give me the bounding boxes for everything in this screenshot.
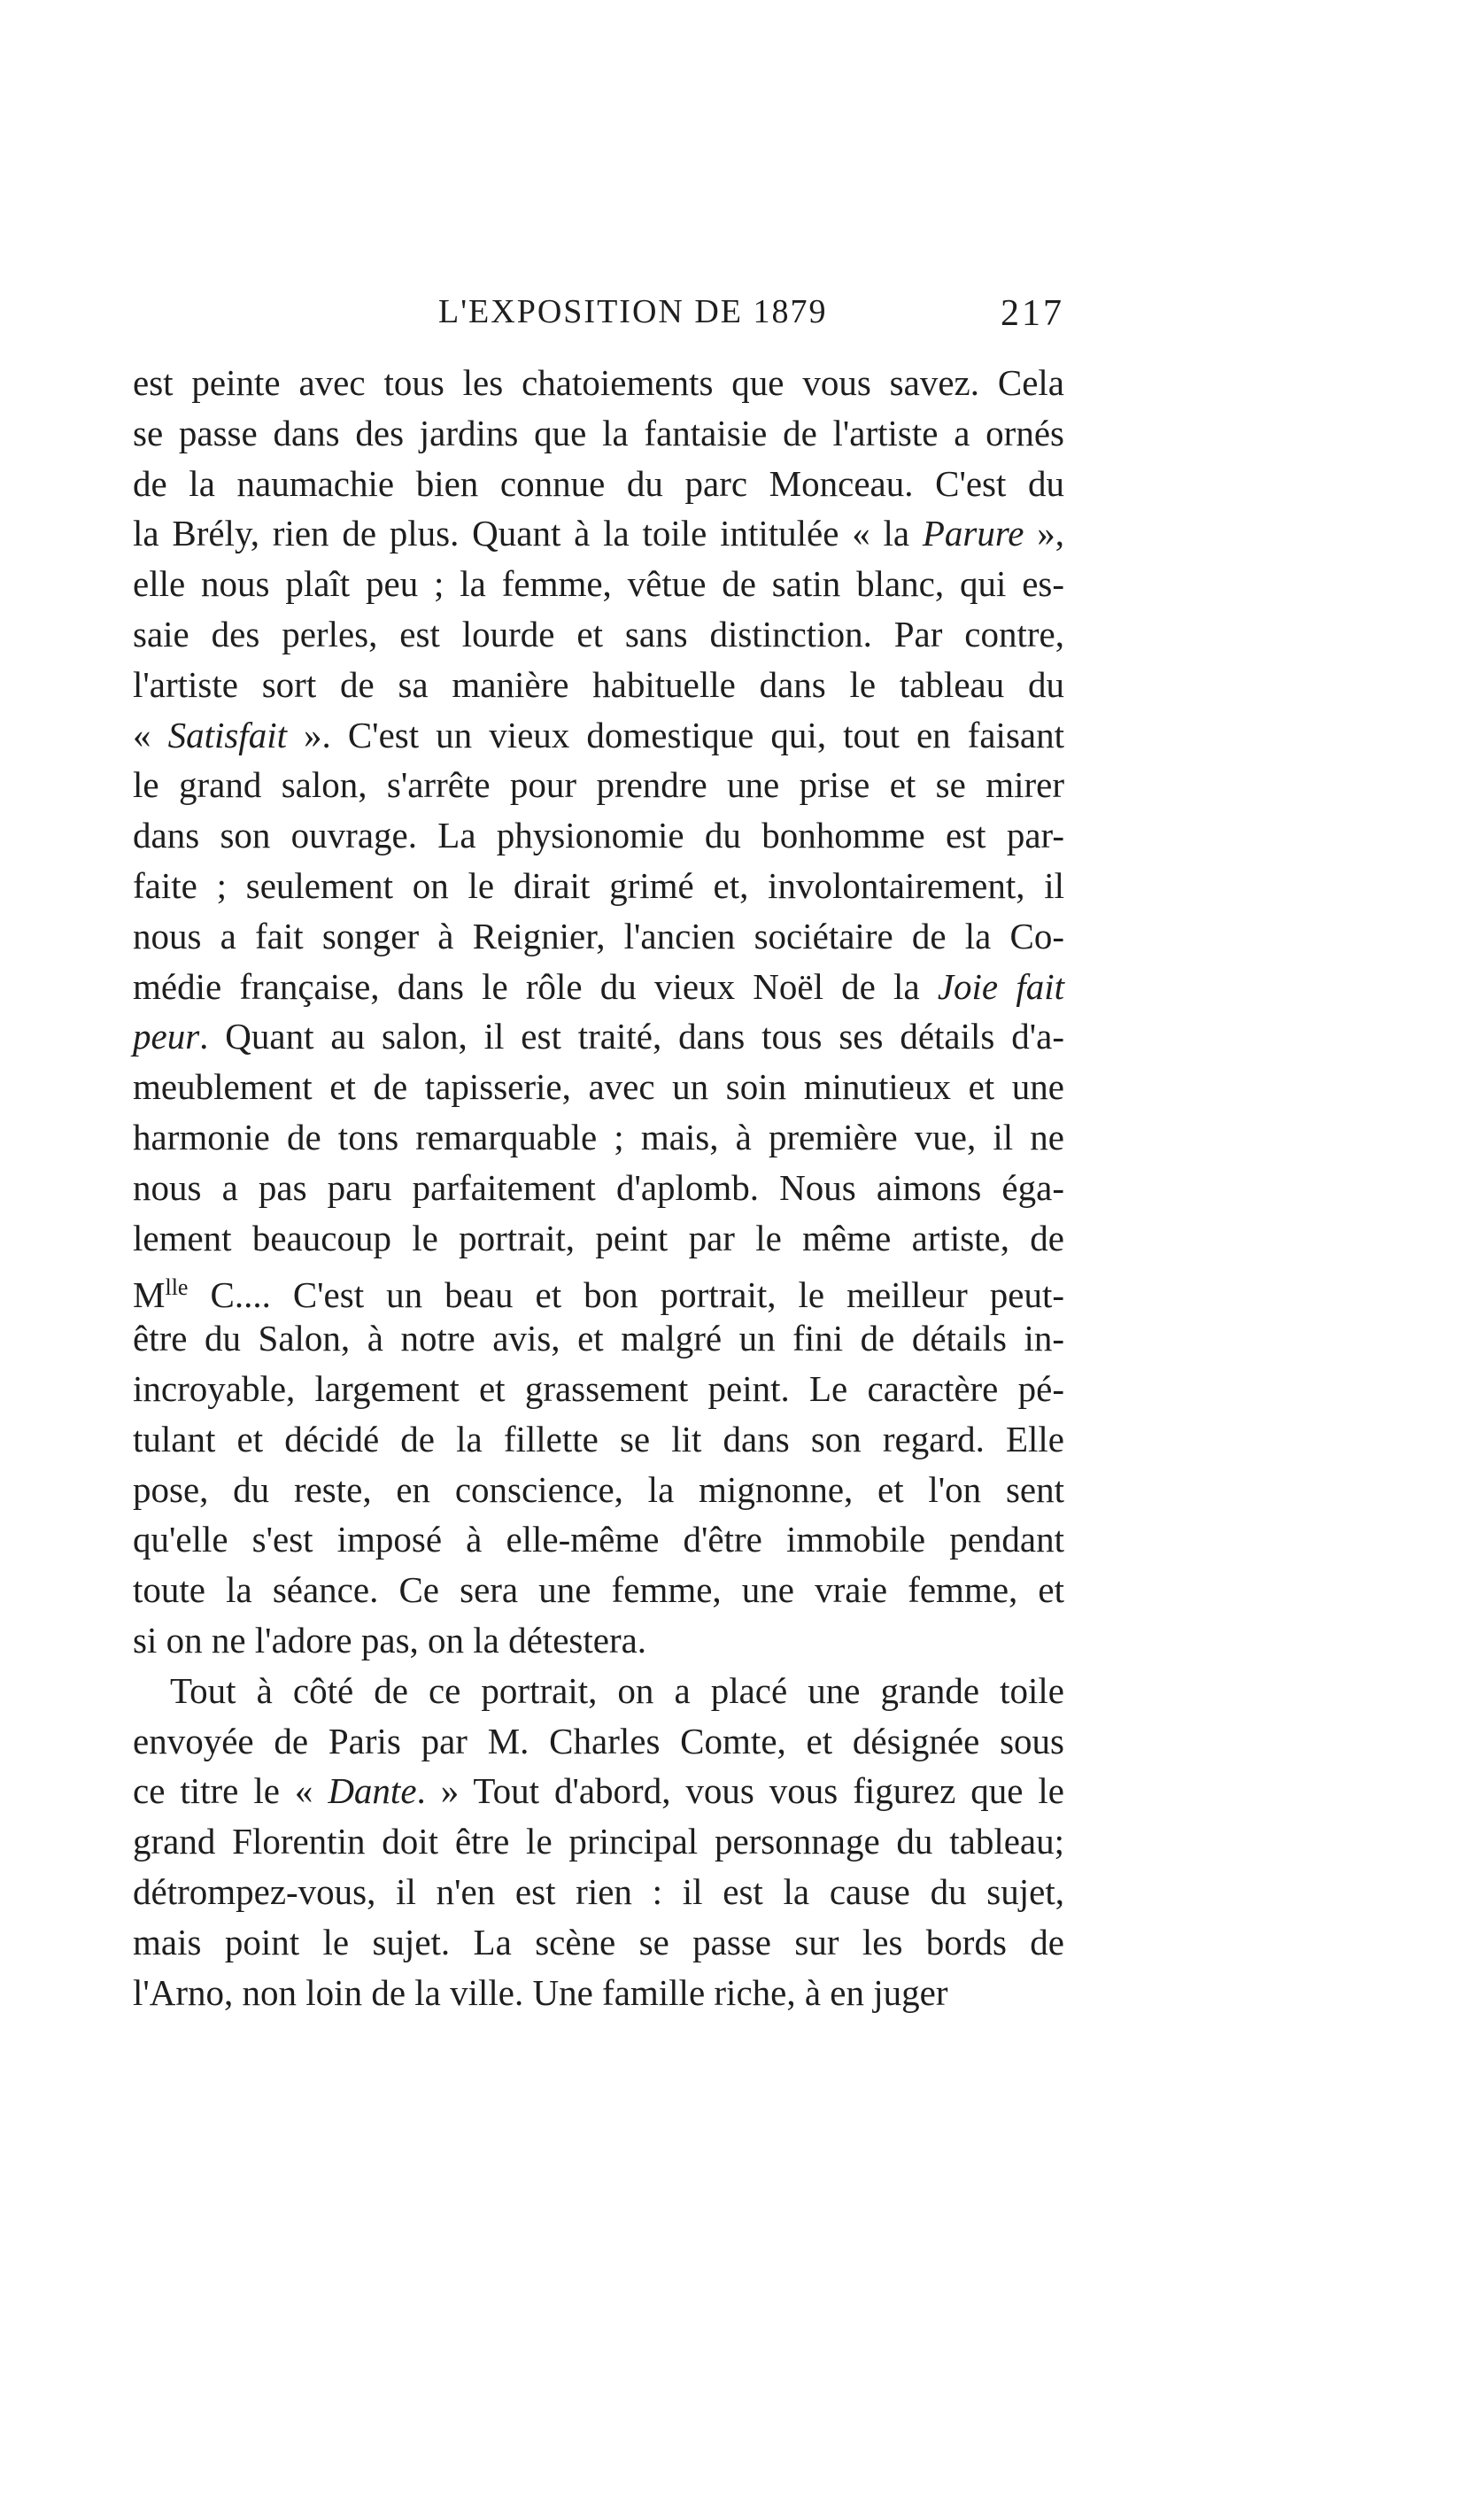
text-line: lement beaucoup le portrait, peint par le même artiste, de bbox=[133, 1217, 1064, 1258]
italic-title: peur bbox=[133, 1016, 200, 1057]
text-line: peur. Quant au salon, il est traité, dans tous ses détails d'a- bbox=[133, 1016, 1064, 1057]
paragraph bbox=[133, 358, 1064, 1666]
text-line: est peinte avec tous les chatoiements que vous savez. Cela bbox=[133, 362, 1064, 403]
text-line: ce titre le « Dante. » Tout d'abord, vous vous figurez que le bbox=[133, 1770, 1064, 1812]
text-line: nous a fait songer à Reignier, l'ancien sociétaire de la Co- bbox=[133, 915, 1064, 956]
text-line: faite ; seulement on le dirait grimé et, involontairement, il bbox=[133, 864, 1064, 906]
text-line: la Brély, rien de plus. Quant à la toile intitulée « la Parure », bbox=[133, 513, 1064, 554]
text-line: se passe dans des jardins que la fantaisie de l'artiste a ornés bbox=[133, 412, 1064, 453]
italic-title: Joie fait bbox=[937, 965, 1064, 1007]
italic-title: Satisfait bbox=[167, 714, 287, 755]
text-line: détrompez-vous, il n'en est rien : il est la cause du sujet, bbox=[133, 1870, 1064, 1912]
text-line: meublement et de tapisserie, avec un soin minutieux et une bbox=[133, 1066, 1064, 1108]
running-head bbox=[133, 292, 1064, 345]
text-line: grand Florentin doit être le principal personnage du tableau; bbox=[133, 1821, 1064, 1862]
text-line: être du Salon, à notre avis, et malgré un fini de détails in- bbox=[133, 1318, 1064, 1359]
text-line: pose, du reste, en conscience, la mignonne, et l'on sent bbox=[133, 1468, 1064, 1510]
text-line: Tout à côté de ce portrait, on a placé une grande toile bbox=[170, 1669, 1064, 1711]
text-line: saie des perles, est lourde et sans distinction. Par contre, bbox=[133, 613, 1064, 654]
text-line: nous a pas paru parfaitement d'aplomb. Nous aimons éga- bbox=[133, 1166, 1064, 1208]
paragraph bbox=[133, 1666, 1064, 2018]
text-line: l'Arno, non loin de la ville. Une famille riche, à en juger bbox=[133, 1971, 948, 2013]
text-line: tulant et décidé de la fillette se lit dans son regard. Elle bbox=[133, 1418, 1064, 1459]
text-line: l'artiste sort de sa manière habituelle dans le tableau du bbox=[133, 663, 1064, 705]
text-line: de la naumachie bien connue du parc Monceau. C'est du bbox=[133, 462, 1064, 504]
text-line: qu'elle s'est imposé à elle-même d'être immobile pendant bbox=[133, 1519, 1064, 1560]
text-line: « Satisfait ». C'est un vieux domestique qui, tout en faisant bbox=[133, 714, 1064, 755]
text-line: le grand salon, s'arrête pour prendre une prise et se mirer bbox=[133, 764, 1064, 806]
text-line: toute la séance. Ce sera une femme, une vraie femme, et bbox=[133, 1569, 1064, 1611]
page-number: 217 bbox=[1001, 293, 1064, 334]
italic-title: Parure bbox=[922, 513, 1024, 554]
text-line: dans son ouvrage. La physionomie du bonhomme est par- bbox=[133, 815, 1064, 856]
text-line: mais point le sujet. La scène se passe sur les bords de bbox=[133, 1921, 1064, 1962]
text-line: envoyée de Paris par M. Charles Comte, et désignée sous bbox=[133, 1720, 1064, 1761]
superscript: lle bbox=[165, 1274, 189, 1301]
text-line: médie française, dans le rôle du vieux Noël de la Joie fait bbox=[133, 965, 1064, 1007]
body-text bbox=[133, 358, 1064, 2017]
text-line: elle nous plaît peu ; la femme, vêtue de satin blanc, qui es- bbox=[133, 563, 1064, 605]
text-line: incroyable, largement et grassement peint. Le caractère pé- bbox=[133, 1367, 1064, 1409]
text-line: harmonie de tons remarquable ; mais, à première vue, il ne bbox=[133, 1116, 1064, 1157]
italic-title: Dante bbox=[328, 1770, 417, 1812]
running-title: L'EXPOSITION DE 1879 bbox=[438, 293, 828, 330]
text-line: si on ne l'adore pas, on la détestera. bbox=[133, 1619, 647, 1660]
text-line: $M^{lle}$ C.... C'est un beau et bon portrait, le meilleur peut- bbox=[133, 1274, 1064, 1316]
